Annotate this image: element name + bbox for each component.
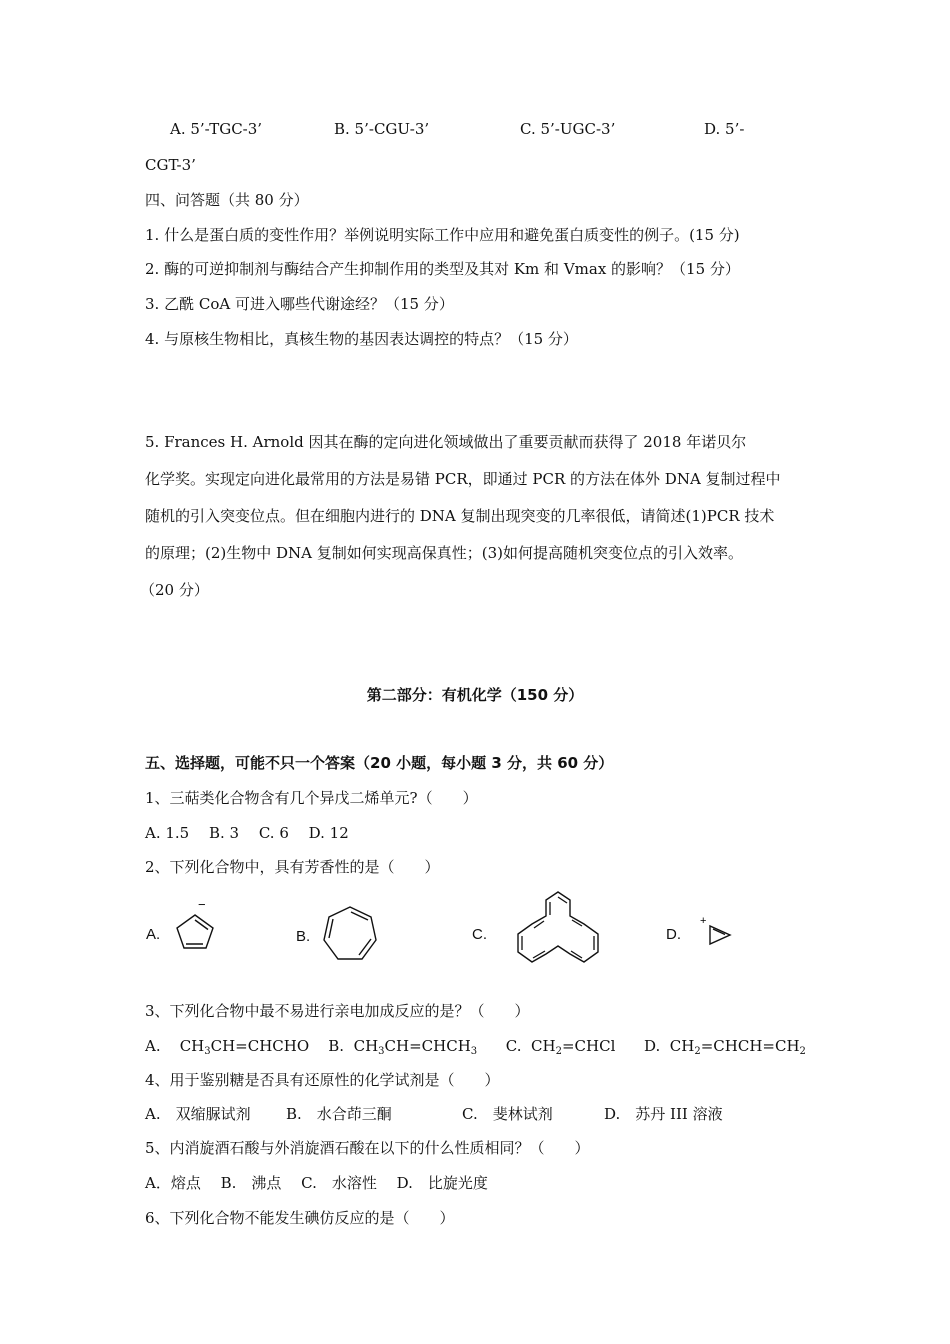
question-4-5-line2: 化学奖。实现定向进化最常用的方法是易错 PCR，即通过 PCR 的方法在体外 DNA 复制过程中 <box>145 470 781 488</box>
question-5-5: 5、内消旋酒石酸与外消旋酒石酸在以下的什么性质相同？（ ） <box>145 1139 590 1157</box>
question-4-5-line5: （20 分） <box>140 581 209 599</box>
annulene-structure <box>512 888 604 972</box>
question-4-1: 1. 什么是蛋白质的变性作用？举例说明实际工作中应用和避免蛋白质变性的例子。(15 分) <box>145 226 740 244</box>
q4-option-a: A. 双缩脲试剂 <box>145 1105 251 1123</box>
question-5-6: 6、下列化合物不能发生碘仿反应的是（ ） <box>145 1209 455 1227</box>
option-c-prev: C. 5’-UGC-3’ <box>520 120 616 138</box>
question-5-3: 3、下列化合物中最不易进行亲电加成反应的是？（ ） <box>145 1002 530 1020</box>
question-5-1: 1、三萜类化合物含有几个异戊二烯单元?（ ） <box>145 789 478 807</box>
question-5-2: 2、下列化合物中，具有芳香性的是（ ） <box>145 858 440 876</box>
question-5-4: 4、用于鉴别糖是否具有还原性的化学试剂是（ ） <box>145 1071 500 1089</box>
q4-option-b: B. 水合茚三酮 <box>286 1105 392 1123</box>
option-b-prev: B. 5’-CGU-3’ <box>334 120 430 138</box>
q3-option-b-label: B. <box>328 1037 345 1055</box>
q3-option-d-label: D. <box>643 1037 661 1055</box>
question-4-3: 3. 乙酰 CoA 可进入哪些代谢途经？（15 分） <box>145 295 454 313</box>
question-4-4: 4. 与原核生物相比，真核生物的基因表达调控的特点？（15 分） <box>145 330 578 348</box>
question-5-1-options: A. 1.5 B. 3 C. 6 D. 12 <box>145 824 349 842</box>
section4-title: 四、问答题（共 80 分） <box>145 191 309 209</box>
q3-option-b: $CH_3CH=CHCH_3$ <box>353 1037 478 1057</box>
question-4-2: 2. 酶的可逆抑制剂与酶结合产生抑制作用的类型及其对 Km 和 Vmax 的影响？（15 分） <box>145 260 740 278</box>
option-d-prev-cont: CGT-3’ <box>145 156 196 174</box>
question-5-5-options: A．熔点 B. 沸点 C. 水溶性 D. 比旋光度 <box>145 1174 488 1192</box>
option-a-prev: A. 5’-TGC-3’ <box>170 120 263 138</box>
cyclopropenyl-cation-structure <box>698 912 738 948</box>
cycloheptatriene-structure <box>318 903 382 967</box>
question-4-5-line1: 5. Frances H. Arnold 因其在酶的定向进化领域做出了重要贡献而获得了 2018 年诺贝尔 <box>145 433 747 451</box>
structure-label-a: A. <box>146 926 161 943</box>
negative-charge: − <box>198 897 206 912</box>
q4-option-d: D. 苏丹 III 溶液 <box>604 1105 723 1123</box>
cyclopentadienyl-anion-structure <box>170 897 220 960</box>
positive-charge: + <box>700 915 707 927</box>
option-d-prev: D. 5’- <box>704 120 745 138</box>
q3-option-c: $CH_2=CHCl$ <box>531 1037 616 1057</box>
question-5-3-options <box>145 1036 806 1062</box>
structure-label-c: C. <box>472 926 487 943</box>
section5-title: 五、选择题，可能不只一个答案（20 小题，每小题 3 分，共 60 分） <box>145 754 614 772</box>
part2-title: 第二部分：有机化学（150 分） <box>366 686 584 704</box>
q3-option-d: $CH_2=CHCH=CH_2$ <box>669 1037 806 1057</box>
q4-option-c: C. 斐林试剂 <box>462 1105 553 1123</box>
structure-label-d: D. <box>666 926 681 943</box>
q3-option-c-label: C. <box>505 1037 522 1055</box>
q3-option-a-label: A. <box>145 1037 161 1055</box>
question-4-5-line3: 随机的引入突变位点。但在细胞内进行的 DNA 复制出现突变的几率很低，请简述(1)PCR 技术 <box>145 507 775 525</box>
q3-option-a: $CH_3CH=CHCHO$ <box>179 1037 310 1057</box>
structure-label-b: B. <box>296 928 311 945</box>
question-4-5-line4: 的原理；(2)生物中 DNA 复制如何实现高保真性；(3)如何提高随机突变位点的引入效率。 <box>145 544 744 562</box>
